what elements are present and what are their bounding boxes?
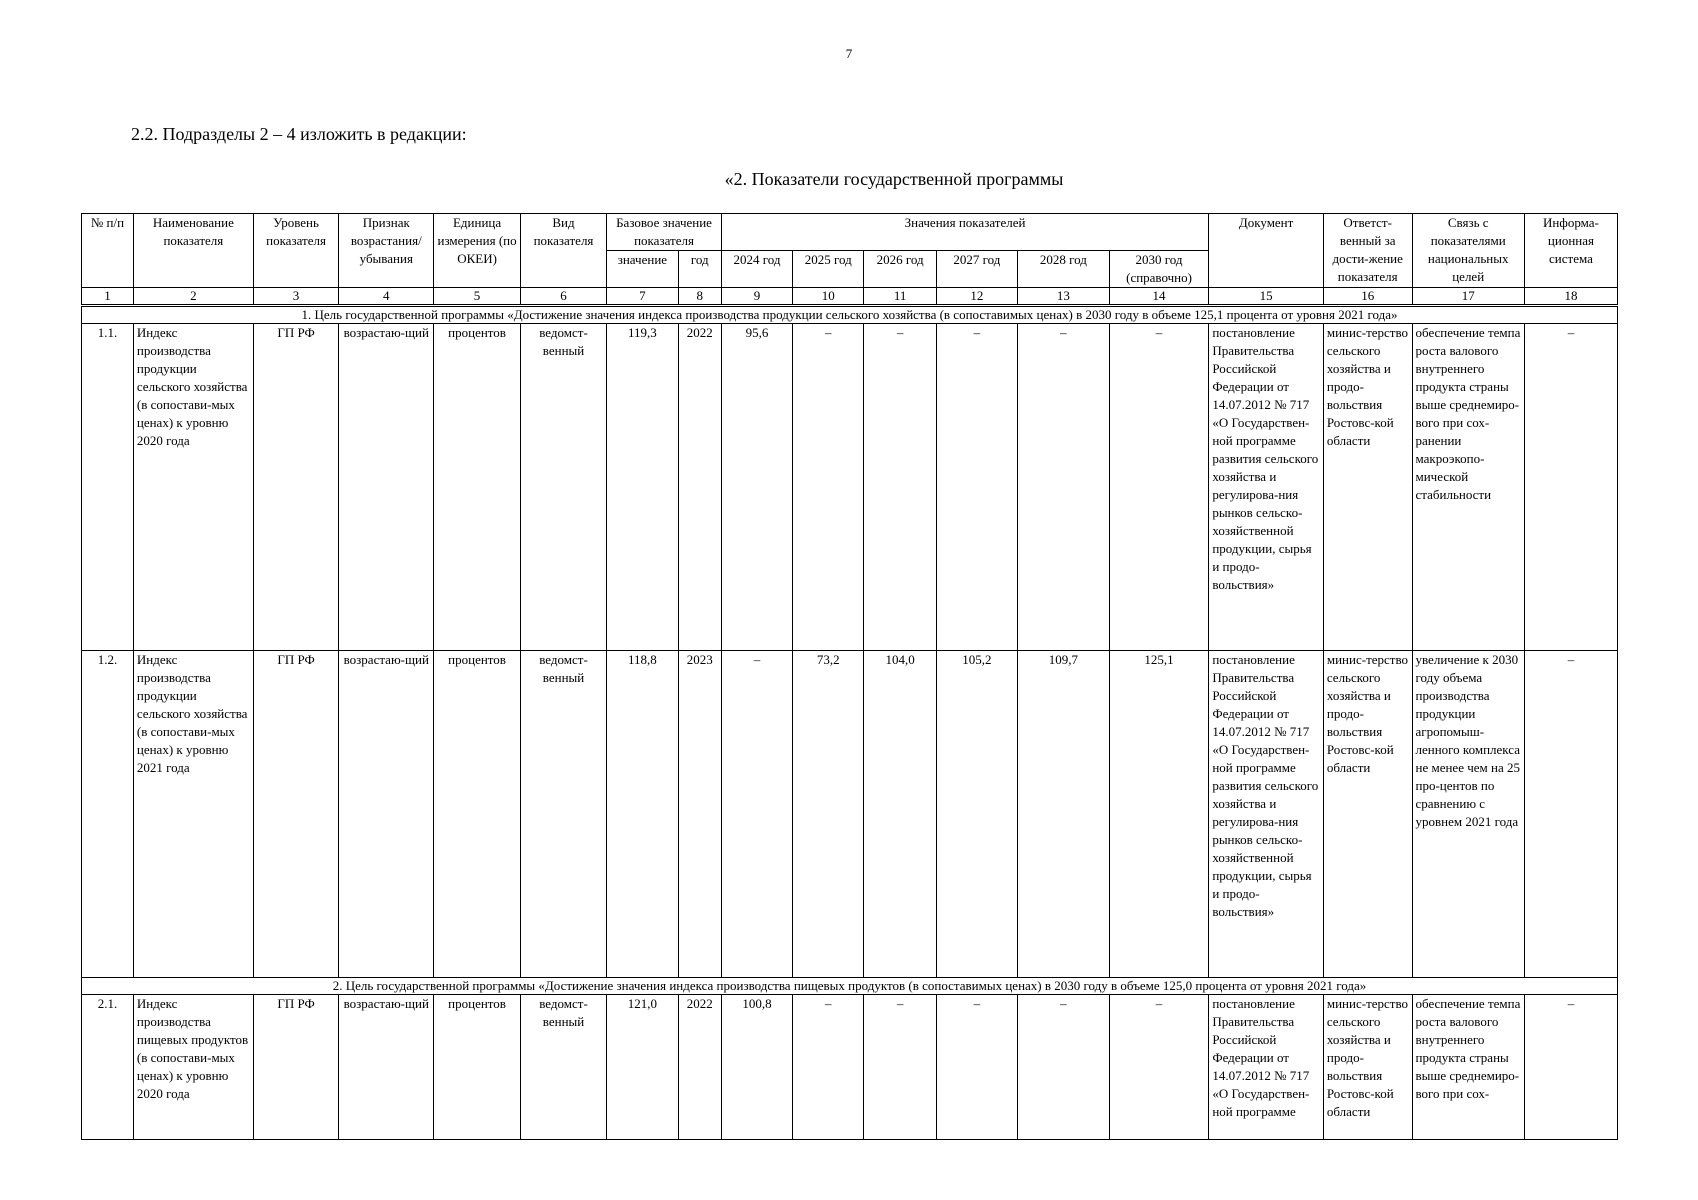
row-responsible: минис-терство сельского хозяйства и продо-вольствия Ростовс-кой области [1323, 324, 1412, 651]
row-link: обеспечение темпа роста валового внутреннего продукта страны выше среднемиро-вого при сох-ранении макроэкопо-мической стабильности [1412, 324, 1524, 651]
row-value-2024: – [721, 651, 792, 978]
row-value-2028: – [1017, 324, 1109, 651]
header-link: Связь с показателями национальных целей [1412, 214, 1524, 288]
table-row [82, 651, 1618, 978]
row-value-2026: 104,0 [864, 651, 936, 978]
row-kind: ведомст-венный [520, 324, 606, 651]
row-document: постановление Правительства Российской Федерации от 14.07.2012 № 717 «О Государствен-ной программе [1209, 995, 1324, 1140]
row-base-value: 118,8 [607, 651, 678, 978]
row-unit: процентов [434, 995, 520, 1140]
column-numbers-row [82, 288, 1618, 306]
column-number: 18 [1524, 288, 1617, 306]
header-year-2025: 2025 год [793, 251, 864, 288]
row-value-2028: – [1017, 995, 1109, 1140]
row-value-2025: – [793, 995, 864, 1140]
row-value-2024: 100,8 [721, 995, 792, 1140]
table-row [82, 324, 1618, 651]
header-name: Наименование показателя [133, 214, 253, 288]
row-value-2026: – [864, 995, 936, 1140]
row-link: обеспечение темпа роста валового внутреннего продукта страны выше среднемиро-вого при сох- [1412, 995, 1524, 1140]
header-year-2030: 2030 год (справочно) [1109, 251, 1209, 288]
row-responsible: минис-терство сельского хозяйства и продо-вольствия Ростовс-кой области [1323, 995, 1412, 1140]
header-unit: Единица измерения (по ОКЕИ) [434, 214, 520, 288]
row-document: постановление Правительства Российской Федерации от 14.07.2012 № 717 «О Государствен-ной программе развития сельского хозяйства и регулирова-ния рынков сельско-хозяйственной продукции, сырья и продо-вольствия» [1209, 324, 1324, 651]
section-title: «2. Показатели государственной программы [724, 169, 1064, 189]
row-value-2027: – [936, 324, 1017, 651]
goal-row [82, 306, 1618, 324]
row-value-2028: 109,7 [1017, 651, 1109, 978]
row-info: – [1524, 651, 1617, 978]
row-document: постановление Правительства Российской Федерации от 14.07.2012 № 717 «О Государствен-ной программе развития сельского хозяйства и регулирова-ния рынков сельско-хозяйственной продукции, сырья и продо-вольствия» [1209, 651, 1324, 978]
row-level: ГП РФ [253, 995, 338, 1140]
row-value-2027: 105,2 [936, 651, 1017, 978]
row-value-2030: – [1109, 995, 1209, 1140]
goal-2-text: 2. Цель государственной программы «Достижение значения индекса производства пищевых продуктов (в сопоставимых ценах) в 2030 году в объеме 125,0 процента от уровня 2021 года» [82, 978, 1618, 995]
goal-row [82, 978, 1618, 995]
row-base-value: 119,3 [607, 324, 678, 651]
indicators-table-container [81, 213, 1618, 1154]
column-number: 5 [434, 288, 520, 306]
header-kind: Вид показателя [520, 214, 606, 288]
row-value-2030: 125,1 [1109, 651, 1209, 978]
row-kind: ведомст-венный [520, 995, 606, 1140]
header-values: Значения показателей [721, 214, 1209, 251]
column-number: 14 [1109, 288, 1209, 306]
header-responsible: Ответст-венный за дости-жение показателя [1323, 214, 1412, 288]
header-no: № п/п [82, 214, 134, 288]
row-kind: ведомст-венный [520, 651, 606, 978]
header-year-2027: 2027 год [936, 251, 1017, 288]
header-info: Информа-ционная система [1524, 214, 1617, 288]
column-number: 15 [1209, 288, 1324, 306]
column-number: 6 [520, 288, 606, 306]
row-name: Индекс производства продукции сельского хозяйства (в сопостави-мых ценах) к уровню 2021 года [133, 651, 253, 978]
row-base-year: 2022 [678, 995, 721, 1140]
row-trend: возрастаю-щий [339, 324, 434, 651]
column-number: 12 [936, 288, 1017, 306]
column-number: 7 [607, 288, 678, 306]
page-number: 7 [845, 46, 853, 61]
row-no: 1.2. [82, 651, 134, 978]
column-number: 10 [793, 288, 864, 306]
header-document: Документ [1209, 214, 1324, 288]
column-number: 16 [1323, 288, 1412, 306]
header-trend: Признак возрастания/ убывания [339, 214, 434, 288]
row-base-year: 2022 [678, 324, 721, 651]
row-unit: процентов [434, 651, 520, 978]
row-link: увеличение к 2030 году объема производства продукции агропомыш-ленного комплекса не менее чем на 25 про-центов по сравнению с уровнем 2021 года [1412, 651, 1524, 978]
row-value-2026: – [864, 324, 936, 651]
row-responsible: минис-терство сельского хозяйства и продо-вольствия Ростовс-кой области [1323, 651, 1412, 978]
goal-1-text: 1. Цель государственной программы «Достижение значения индекса производства продукции сельского хозяйства (в сопоставимых ценах) в 2030 году в объеме 125,1 процента от уровня 2021 года» [82, 306, 1618, 324]
column-number: 4 [339, 288, 434, 306]
row-level: ГП РФ [253, 651, 338, 978]
row-value-2024: 95,6 [721, 324, 792, 651]
header-base-value: значение [607, 251, 678, 288]
header-year-2024: 2024 год [721, 251, 792, 288]
row-name: Индекс производства продукции сельского хозяйства (в сопостави-мых ценах) к уровню 2020 года [133, 324, 253, 651]
row-value-2030: – [1109, 324, 1209, 651]
header-base-year: год [678, 251, 721, 288]
column-number: 13 [1017, 288, 1109, 306]
header-year-2026: 2026 год [864, 251, 936, 288]
indicators-table [81, 213, 1618, 1140]
row-unit: процентов [434, 324, 520, 651]
row-no: 2.1. [82, 995, 134, 1140]
row-name: Индекс производства пищевых продуктов (в сопостави-мых ценах) к уровню 2020 года [133, 995, 253, 1140]
header-level: Уровень показателя [253, 214, 338, 288]
table-row [82, 995, 1618, 1140]
row-value-2025: 73,2 [793, 651, 864, 978]
row-no: 1.1. [82, 324, 134, 651]
row-base-value: 121,0 [607, 995, 678, 1140]
intro-text: 2.2. Подразделы 2 – 4 изложить в редакции: [131, 124, 467, 144]
column-number: 9 [721, 288, 792, 306]
row-trend: возрастаю-щий [339, 651, 434, 978]
row-level: ГП РФ [253, 324, 338, 651]
column-number: 17 [1412, 288, 1524, 306]
row-trend: возрастаю-щий [339, 995, 434, 1140]
header-base: Базовое значение показателя [607, 214, 722, 251]
column-number: 3 [253, 288, 338, 306]
column-number: 2 [133, 288, 253, 306]
row-info: – [1524, 995, 1617, 1140]
row-value-2025: – [793, 324, 864, 651]
row-base-year: 2023 [678, 651, 721, 978]
column-number: 11 [864, 288, 936, 306]
column-number: 1 [82, 288, 134, 306]
row-info: – [1524, 324, 1617, 651]
column-number: 8 [678, 288, 721, 306]
row-value-2027: – [936, 995, 1017, 1140]
header-year-2028: 2028 год [1017, 251, 1109, 288]
